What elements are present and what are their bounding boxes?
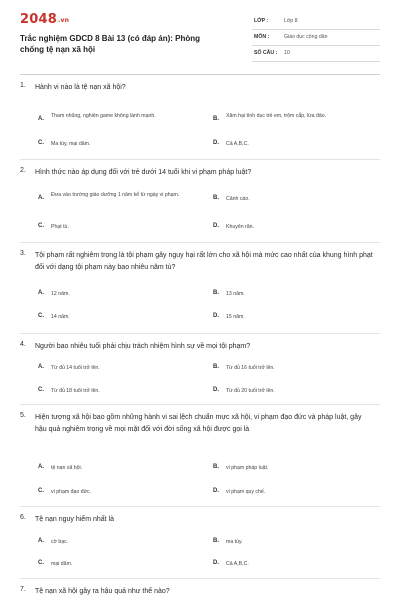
option-letter: A. [38, 195, 44, 201]
option-text: vi phạm đạo đức. [51, 489, 92, 495]
option-text: Phạt tù. [51, 224, 69, 230]
page-header [0, 0, 400, 78]
option-letter: A. [38, 116, 44, 122]
option-text: 14 năm. [51, 314, 70, 320]
question-number: 2. [20, 167, 26, 174]
question-1 [20, 82, 380, 164]
question-text: Tệ nạn nguy hiểm nhất là [35, 516, 114, 523]
question-number: 3. [20, 250, 26, 257]
question-divider [20, 333, 380, 334]
option-text: Cảnh cáo. [226, 196, 250, 202]
meta-label: LỚP : [254, 18, 269, 24]
option-text: Cả A,B,C. [226, 141, 249, 147]
option-text: Tham nhũng, nghiện game không lành mạnh. [51, 113, 156, 119]
question-text: Tệ nạn xã hội gây ra hậu quả như thế nào? [35, 588, 170, 595]
question-number: 6. [20, 514, 26, 521]
option-text: tệ nạn xã hội. [51, 465, 83, 471]
option-text: mại dâm. [51, 561, 73, 567]
question-text: Người bao nhiêu tuổi phải chịu trách nhiệm hình sự về mọi tội phạm? [35, 343, 251, 350]
option-letter: B. [213, 290, 219, 296]
quiz-meta [252, 14, 380, 62]
question-divider [20, 159, 380, 160]
option-text: Xâm hại tình dục trẻ em, trộm cắp, lừa đảo. [226, 113, 327, 119]
meta-count-row [252, 46, 380, 62]
question-text: Hành vi nào là tệ nạn xã hội? [35, 84, 126, 91]
question-divider [20, 578, 380, 579]
option-letter: C. [38, 140, 44, 146]
question-4 [20, 341, 380, 409]
question-5 [20, 412, 380, 508]
option-letter: D. [213, 560, 219, 566]
option-letter: B. [213, 116, 219, 122]
question-7 [20, 586, 380, 600]
option-letter: D. [213, 140, 219, 146]
option-text: 13 năm. [226, 291, 245, 297]
option-text: vi phạm pháp luật. [226, 465, 269, 471]
meta-class-row [252, 14, 380, 30]
option-letter: C. [38, 387, 44, 393]
question-text: Hiện tượng xã hội bao gồm những hành vi sai lệch chuẩn mực xã hội, vi phạm đạo đức và pháp luật, gây hậu quả nghiêm trọng về mọi mặt đối với đời sống xã hội được gọi là [35, 414, 362, 433]
option-letter: D. [213, 223, 219, 229]
option-letter: A. [38, 464, 44, 470]
option-letter: D. [213, 488, 219, 494]
option-text: 15 năm. [226, 314, 245, 320]
option-letter: C. [38, 313, 44, 319]
option-letter: A. [38, 364, 44, 370]
meta-value: Giáo dục công dân [284, 34, 328, 40]
question-3 [20, 250, 380, 338]
option-letter: C. [38, 488, 44, 494]
option-text: ma túy. [226, 539, 243, 545]
question-number: 5. [20, 412, 26, 419]
option-text: Từ đủ 20 tuổi trở lên. [226, 388, 275, 394]
option-text: Đưa vào trường giáo dưỡng 1 năm kể từ ngày vi phạm. [51, 192, 180, 198]
header-divider [20, 74, 380, 75]
option-letter: B. [213, 195, 219, 201]
meta-value: 10 [284, 50, 290, 56]
option-text: Ma túy, mại dâm. [51, 141, 91, 147]
option-text: cờ bạc. [51, 539, 69, 545]
question-number: 4. [20, 341, 26, 348]
option-letter: A. [38, 538, 44, 544]
option-text: vi phạm quy chế. [226, 489, 266, 495]
meta-label: SỐ CÂU : [254, 50, 278, 56]
question-2 [20, 167, 380, 247]
question-text: Hình thức nào áp dụng đối với trẻ dưới 14 tuổi khi vi phạm pháp luật? [35, 169, 252, 176]
question-text: Tội phạm rất nghiêm trọng là tội phạm gây nguy hại rất lớn cho xã hội mà mức cao nhất của khung hình phạt đối với dạng tội phạm này bao nhiêu năm tù? [35, 252, 373, 271]
option-text: Từ đủ 16 tuổi trở lên. [226, 365, 275, 371]
option-letter: A. [38, 290, 44, 296]
site-logo[interactable]: 2048.vn [20, 12, 70, 27]
meta-label: MÔN : [254, 34, 270, 40]
option-letter: C. [38, 223, 44, 229]
option-text: Từ đủ 14 tuổi trở lên. [51, 365, 100, 371]
quiz-title: Trắc nghiệm GDCD 8 Bài 13 (có đáp án): Phòng chống tệ nạn xã hội [20, 34, 201, 54]
option-text: Cả A,B,C. [226, 561, 249, 567]
option-letter: B. [213, 538, 219, 544]
question-divider [20, 404, 380, 405]
option-letter: D. [213, 387, 219, 393]
option-text: 12 năm. [51, 291, 70, 297]
question-6 [20, 514, 380, 582]
question-divider [20, 242, 380, 243]
meta-subject-row [252, 30, 380, 46]
meta-value: Lớp 8 [284, 18, 298, 24]
option-letter: B. [213, 364, 219, 370]
question-number: 7. [20, 586, 26, 593]
question-divider [20, 506, 380, 507]
option-text: Khuyên răn. [226, 224, 254, 230]
question-number: 1. [20, 82, 26, 89]
option-letter: D. [213, 313, 219, 319]
option-letter: C. [38, 560, 44, 566]
option-letter: B. [213, 464, 219, 470]
option-text: Từ đủ 18 tuổi trở lên. [51, 388, 100, 394]
